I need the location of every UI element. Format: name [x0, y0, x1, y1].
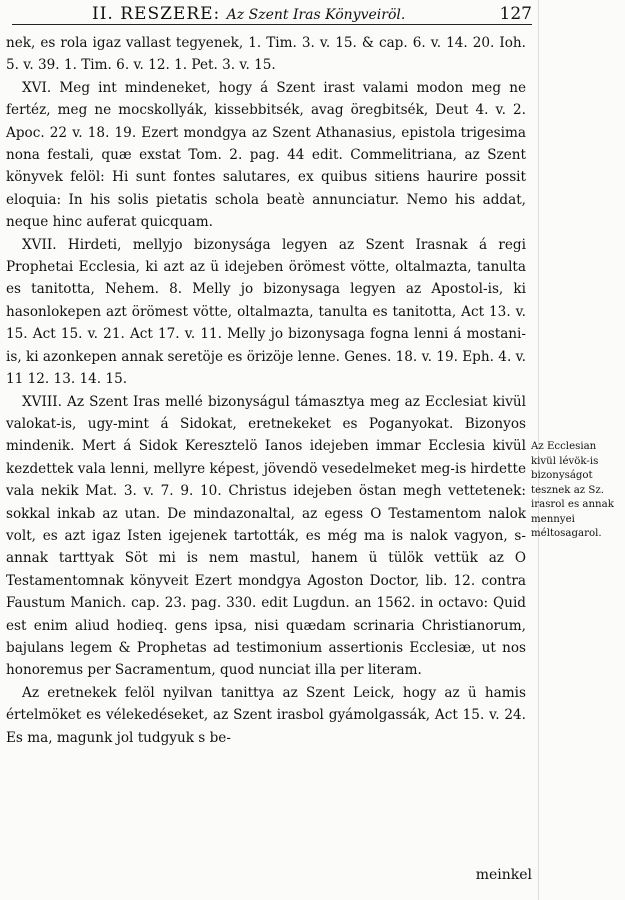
paragraph-xvi: XVI. Meg int mindeneket, hogy á Szent irast valami modon meg ne fertéz, meg ne mocskollyák, kissebbitsék, avag öregbitsék, Deut 4. v. 2. Apoc. 22 v. 18. 19. Ezert mondgya az Szent Athanasius, epistola trigesima nona festali, quæ exstat Tom. 2. pag. 44 edit. Commelitriana, az Szent könyvek felöl: Hi sunt fontes salutares, ex quibus sitiens haurire possit eloquia: In his solis pietatis schola beatè annunciatur. Nemo his addat, neque hinc auferat quicquam.	[6, 79, 526, 231]
running-header	[12, 2, 532, 25]
header-subtitle: Az Szent Iras Könyveiröl.	[226, 7, 406, 23]
paragraph-xviii: XVIII. Az Szent Iras mellé bizonyságul támasztya meg az Ecclesiat kivül valokat-is, ugy-mint á Sidokat, eretnekeket es Poganyokat. Bizonyos mindenik. Mert á Sidok Keresztelö Ianos idejeben immar Ecclesia kivül kezdettek vala lenni, mellyre képest, jövendö vesedelmeket meg-is hirdette vala nekik Mat. 3. v. 7. 9. 10. Christus idejeben östan megh vettetenek: sokkal inkab az utan. De mindazonaltal, az egess O Testamentom nalok volt, es azt igaz Isten igejenek tartották, es még ma is nalok vagyon, s-annak tarttyak Söt mi is nem mastul, hanem ü tülök vettük az O Testamentomnak könyveit Ezert mondgya Agoston Doctor, lib. 12. contra Faustum Manich. cap. 23. pag. 330. edit Lugdun. an 1562. in octavo: Quid est enim aliud hodieq. gens ipsa, nisi quædam scrinaria Christianorum, bajulans legem & Prophetas ad testimonium assertionis Ecclesiæ, ut nos honoremus per Sacramentum, quod nunciat illa per literam.	[6, 393, 526, 679]
catchword: meinkel	[475, 867, 532, 883]
paragraph-heretics: Az eretnekek felöl nyilvan tanittya az Szent Leick, hogy az ü hamis értelmöket es vélekedéseket, az Szent irasbol gyámolgassák, Act 15. v. 24. Es ma, magunk jol tudgyuk s be-	[6, 684, 526, 746]
header-title	[92, 4, 405, 24]
margin-note: Az Ecclesian kivül lévök-is bizonyságot tesznek az Sz. irasrol es annak mennyei méltosagarol.	[531, 441, 614, 539]
paragraph-continuation: nek, es rola igaz vallast tegyenek, 1. Tim. 3. v. 15. & cap. 6. v. 14. 20. Ioh. 5. v. 39. 1. Tim. 6. v. 12. 1. Pet. 3. v. 15.	[6, 35, 526, 74]
header-section: II. RESZERE:	[92, 4, 221, 24]
page-number: 127	[499, 4, 532, 24]
paragraph-xvii: XVII. Hirdeti, mellyjo bizonysága legyen az Szent Irasnak á regi Prophetai Ecclesia, ki azt az ü idejeben örömest vötte, oltalmazta, tanulta es tanitotta, Nehem. 8. Melly jo bizonysaga legyen az Apostol-is, ki hasonlokepen azt örömest vötte, oltalmazta, tanulta es tanitotta, Act 13. v. 15. Act 15. v. 21. Act 17. v. 11. Melly jo bizonysaga fogna lenni á mostani-is, ki azonkepen annak seretöje es örizöje lenne. Genes. 18. v. 19. Eph. 4. v. 11 12. 13. 14. 15.	[6, 236, 526, 388]
main-text	[6, 32, 526, 867]
